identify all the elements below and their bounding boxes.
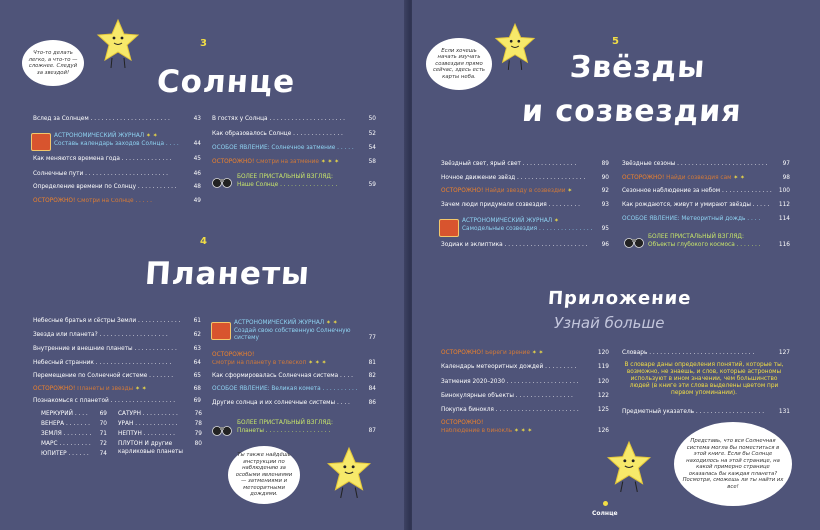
toc-entry-warning[interactable]: ОСТОРОЖНО! Найди созвездия сам ✶ ✶ 98 [622, 175, 790, 181]
chapter-title: Планеты [143, 256, 312, 292]
toc-entry[interactable]: Другие солнца и их солнечные системы . . . . 86 [212, 400, 376, 406]
chapter-title-line1: Звёзды [568, 50, 707, 85]
toc-entry[interactable]: Небесный странник . . . . . . . . . . . . . . . . . . . . . 64 [33, 360, 201, 366]
toc-entry[interactable]: АСТРОНОМИЧЕСКИЙ ЖУРНАЛ ✶ ✶ [54, 133, 158, 139]
sun-dot-icon [603, 501, 608, 506]
toc-entry-warning[interactable]: ОСТОРОЖНО! Планеты и звёзды ✶ ✶ 68 [33, 386, 201, 392]
star-mascot-icon [606, 440, 652, 494]
toc-entry-sub: Составь календарь заходов Солнца . . . . 44 [54, 141, 201, 147]
toc-entry[interactable]: Познакомься с планетой . . . . . . . . . . . . . . . . . . 69 [33, 398, 201, 404]
toc-entry[interactable]: Зодиак и эклиптика . . . . . . . . . . . . . . . . . . . . . . . 96 [441, 242, 609, 248]
toc-entry[interactable]: В гостях у Солнца . . . . . . . . . . . . . . . . . . . . . 50 [212, 116, 376, 122]
toc-entry[interactable]: Внутренние и внешние планеты . . . . . . . . . . . . 63 [33, 346, 201, 352]
toc-entry[interactable]: ОСОБОЕ ЯВЛЕНИЕ: Великая комета . . . . . . . . . . 84 [212, 386, 376, 392]
toc-entry[interactable]: Бинокулярные объекты . . . . . . . . . . . . . . . . 122 [441, 393, 609, 399]
glossary-note: В словаре даны определения понятий, которые ты, возможно, не знаешь, и слов, которые астрономы используют в ином значении, чем большинство людей (в книге эти слова выделены цветом при первом упоминании). [624, 362, 784, 396]
toc-entry[interactable]: Как меняются времена года . . . . . . . . . . . . . . 45 [33, 156, 201, 162]
planet-entry[interactable]: ЗЕМЛЯ . . . . . . . . 71 [41, 431, 107, 437]
toc-entry-warning[interactable]: ОСТОРОЖНО! Смотри на Солнце . . . . . 49 [33, 198, 201, 204]
planet-entry[interactable]: ЮПИТЕР . . . . . . 74 [41, 451, 107, 457]
toc-entry-warning[interactable]: ОСТОРОЖНО! Найди звезду в созвездии ✶ 92 [441, 188, 609, 194]
toc-entry[interactable]: Перемещение по Солнечной системе . . . . . . . 65 [33, 373, 201, 379]
toc-entry[interactable]: Сезонное наблюдение за небом . . . . . . . . . . . . . . 100 [622, 188, 790, 194]
planet-entry[interactable]: МАРС . . . . . . . . . 72 [41, 441, 107, 447]
chapter-number: 5 [612, 36, 619, 47]
toc-entry[interactable]: Зачем люди придумали созвездия . . . . . . . . . 93 [441, 202, 609, 208]
speech-bubble-top-right: Если хочешь начать изучать созвездия прямо сейчас, здесь есть карты неба. [426, 38, 492, 90]
toc-entry[interactable]: Вслед за Солнцем . . . . . . . . . . . . . . . . . . . . . . 43 [33, 116, 201, 122]
planet-entry[interactable]: ПЛУТОН И другие 80 [118, 441, 202, 447]
toc-entry-sub: Объекты глубокого космоса . . . . . . . 116 [648, 242, 790, 248]
appendix-subtitle: Узнай больше [554, 314, 665, 332]
binoculars-icon [624, 236, 644, 248]
right-page [412, 0, 820, 530]
planet-entry: карликовые планеты [118, 449, 184, 455]
star-mascot-icon [326, 446, 372, 500]
footer-label: Солнце [592, 510, 618, 517]
toc-entry[interactable]: Определение времени по Солнцу . . . . . . . . . . . 48 [33, 184, 201, 190]
toc-entry-warning[interactable]: ОСТОРОЖНО! Смотри на затмение ✶ ✶ ✶ 58 [212, 159, 376, 165]
speech-bubble-bottom-right: Представь, что вся Солнечная система могла бы поместиться в этой книге. Если бы Солнце находилось на этой странице, на какой примерно странице оказалась бы каждая планета? Посмотри, сможешь ли ты найти их все! [674, 422, 792, 506]
star-mascot-icon [96, 18, 140, 70]
toc-entry[interactable]: БОЛЕЕ ПРИСТАЛЬНЫЙ ВЗГЛЯД: [648, 234, 744, 240]
toc-entry[interactable]: Небесные братья и сёстры Земли . . . . . . . . . . . . 61 [33, 318, 201, 324]
toc-entry[interactable]: Календарь метеоритных дождей . . . . . . . . . 119 [441, 364, 609, 370]
toc-entry[interactable]: БОЛЕЕ ПРИСТАЛЬНЫЙ ВЗГЛЯД: [237, 420, 333, 426]
toc-entry[interactable]: Звёздные сезоны . . . . . . . . . . . . . . . . . . . . . . . . . 97 [622, 161, 790, 167]
toc-entry[interactable]: Как сформировалась Солнечная система . . . . 82 [212, 373, 376, 379]
toc-entry-warning-sub: Наблюдение в бинокль ✶ ✶ ✶ 126 [441, 428, 609, 434]
toc-entry[interactable]: Звезда или планета? . . . . . . . . . . . . . . . . . . . 62 [33, 332, 201, 338]
toc-entry[interactable]: Предметный указатель . . . . . . . . . . . . . . . . . . . 131 [622, 409, 790, 415]
toc-entry[interactable]: Словарь . . . . . . . . . . . . . . . . . . . . . . . . . . . . . 127 [622, 350, 790, 356]
chapter-number: 4 [200, 236, 207, 247]
toc-entry[interactable]: Звёздный свет, ярый свет . . . . . . . . . . . . . . . 89 [441, 161, 609, 167]
toc-entry[interactable]: ОСОБОЕ ЯВЛЕНИЕ: Солнечное затмение . . . . . 54 [212, 145, 376, 151]
planet-entry[interactable]: МЕРКУРИЙ . . . . 69 [41, 411, 107, 417]
journal-icon [31, 133, 51, 151]
toc-entry-warning[interactable]: ОСТОРОЖНО! Береги зрение ✶ ✶ 120 [441, 350, 609, 356]
planet-entry[interactable]: УРАН . . . . . . . . . . . . 78 [118, 421, 202, 427]
toc-entry-sub: Наше Солнце . . . . . . . . . . . . . . . . 59 [237, 182, 376, 188]
journal-icon [439, 219, 459, 237]
planet-entry[interactable]: ВЕНЕРА . . . . . . . 70 [41, 421, 107, 427]
appendix-title: Приложение [547, 288, 693, 309]
toc-entry[interactable]: Как образовалось Солнце . . . . . . . . . . . . . . 52 [212, 131, 376, 137]
planet-entry[interactable]: НЕПТУН . . . . . . . . . 79 [118, 431, 202, 437]
left-page [0, 0, 408, 530]
speech-bubble-bottom-left: Ты также найдёшь инструкции по наблюдению за особыми явлениями — затмениями и метеоритными дождями. [228, 446, 300, 504]
toc-entry[interactable]: Ночное движение звёзд . . . . . . . . . . . . . . . . . . . 90 [441, 175, 609, 181]
toc-entry[interactable]: АСТРОНОМИЧЕСКИЙ ЖУРНАЛ ✶ ✶ [234, 320, 338, 326]
binoculars-icon [212, 176, 232, 188]
star-mascot-icon [494, 22, 536, 72]
chapter-title-line2: и созвездия [520, 94, 743, 129]
toc-entry[interactable]: БОЛЕЕ ПРИСТАЛЬНЫЙ ВЗГЛЯД: [237, 174, 333, 180]
journal-icon [211, 322, 231, 340]
toc-entry-sub: Планеты . . . . . . . . . . . . . . . . . . 87 [237, 428, 376, 434]
toc-entry-warning-sub: Смотри на планету в телескоп ✶ ✶ ✶ 81 [212, 360, 376, 366]
toc-entry-warning[interactable]: ОСТОРОЖНО! [212, 352, 255, 358]
toc-entry-warning[interactable]: ОСТОРОЖНО! [441, 420, 484, 426]
toc-entry[interactable]: Затмения 2020–2030 . . . . . . . . . . . . . . . . . . . . 120 [441, 379, 609, 385]
toc-entry[interactable]: АСТРОНОМИЧЕСКИЙ ЖУРНАЛ ✶ [462, 218, 559, 224]
planet-entry[interactable]: САТУРН . . . . . . . . . . 76 [118, 411, 202, 417]
toc-entry-sub: Создай свою собственную Солнечную систему 77 [234, 328, 376, 341]
binoculars-icon [212, 424, 232, 436]
chapter-number: 3 [200, 38, 207, 49]
toc-entry[interactable]: ОСОБОЕ ЯВЛЕНИЕ: Метеоритный дождь . . . . 114 [622, 216, 790, 222]
chapter-title: Солнце [155, 64, 297, 100]
toc-entry[interactable]: Покупка бинокля . . . . . . . . . . . . . . . . . . . . . . . 125 [441, 407, 609, 413]
toc-entry[interactable]: Солнечные пути . . . . . . . . . . . . . . . . . . . . . . . 46 [33, 171, 201, 177]
speech-bubble-top-left: Что-то делать легко, а что-то — сложнее. Следуй за звездой! [22, 40, 84, 86]
toc-entry[interactable]: Как рождаются, живут и умирают звёзды . . . . . 112 [622, 202, 790, 208]
toc-entry-sub: Самодельные созвездия . . . . . . . . . . . . . . . 95 [462, 226, 609, 232]
